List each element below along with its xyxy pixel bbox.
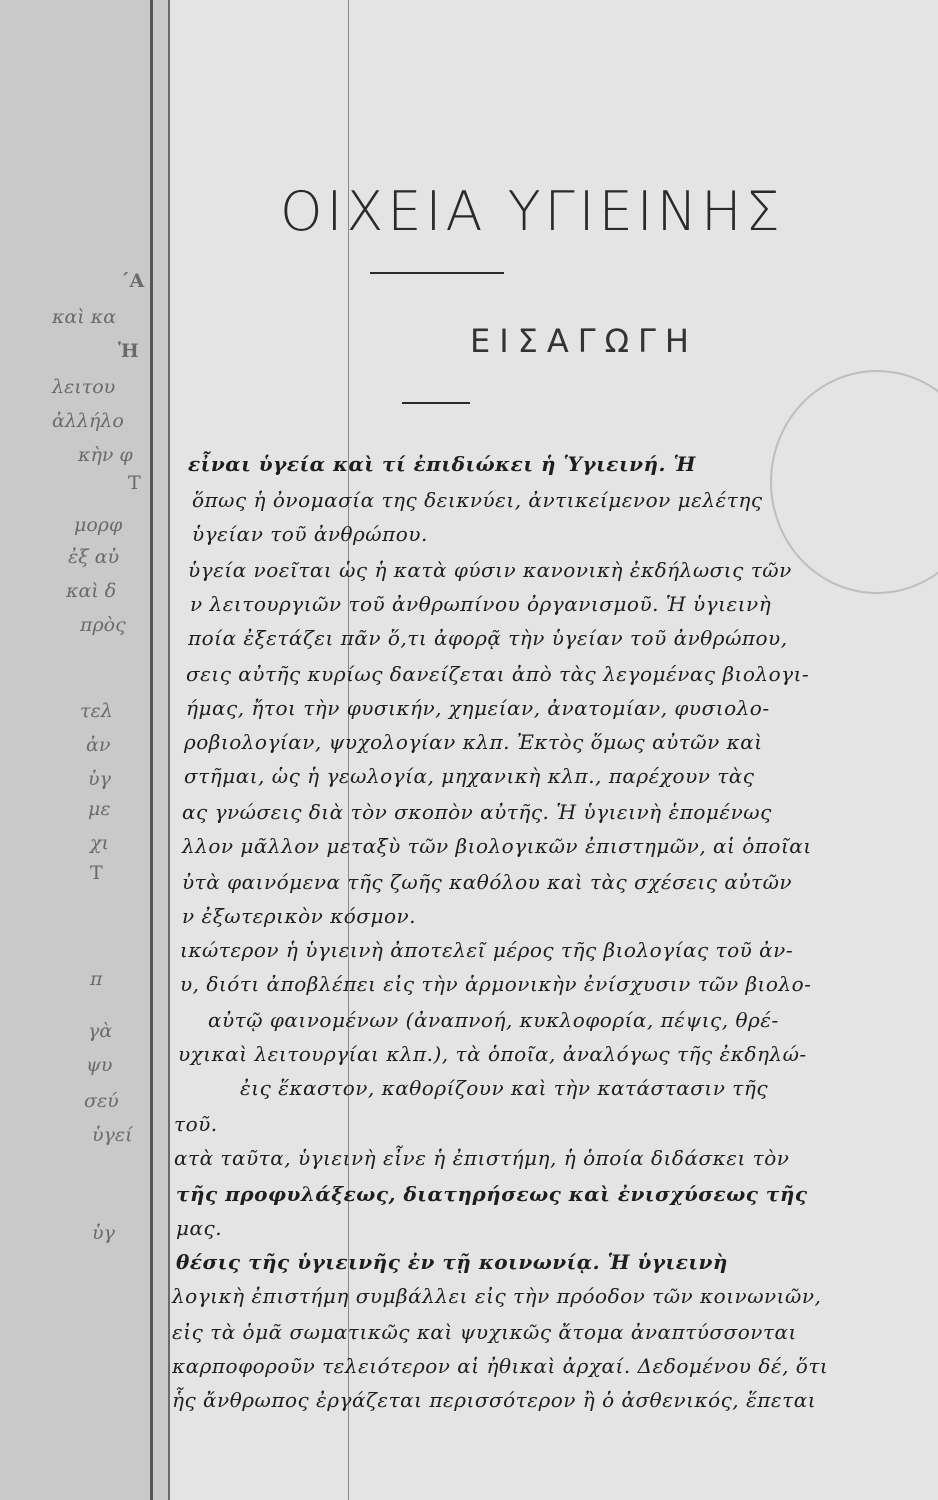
underlying-text: π: [90, 968, 103, 990]
underlying-text: σεύ: [84, 1090, 119, 1112]
text-line: εἰς τὰ ὁμᾶ σωματικῶς καὶ ψυχικῶς ἄτομα ἀναπτύσσονται: [172, 1320, 797, 1344]
text-line: εἶναι ὑγεία καὶ τί ἐπιδιώκει ἡ Ὑγιεινή. Ἡ: [188, 452, 696, 476]
text-line: λλον μᾶλλον μεταξὺ τῶν βιολογικῶν ἐπιστημῶν, αἱ ὁποῖαι: [182, 834, 812, 858]
underlying-text: Τ: [90, 862, 103, 884]
title-rule: [370, 272, 504, 274]
underlying-text: γὰ: [88, 1020, 113, 1042]
text-line: υχικαὶ λειτουργίαι κλπ.), τὰ ὁποῖα, ἀναλόγως τῆς ἐκδηλώ-: [178, 1042, 807, 1066]
underlying-text: ἐξ αὐ: [68, 546, 120, 568]
text-line: ποία ἐξετάζει πᾶν ὅ,τι ἀφορᾷ τὴν ὑγείαν τοῦ ἀνθρώπου,: [188, 626, 788, 650]
underlying-text: χι: [90, 832, 109, 854]
underlying-text: καὶ κα: [52, 306, 117, 328]
text-line: υ, διότι ἀποβλέπει εἰς τὴν ἁρμονικὴν ἐνίσχυσιν τῶν βιολο-: [180, 972, 812, 996]
section-title: ΕΙΣΑΓΩΓΗ: [470, 322, 698, 360]
underlying-text: με: [88, 798, 111, 820]
text-line: ν ἐξωτερικὸν κόσμον.: [182, 904, 417, 928]
underlying-text: ὑγ: [88, 768, 111, 790]
underlying-text: ψυ: [86, 1054, 113, 1076]
text-line: ἧς ἄνθρωπος ἐργάζεται περισσότερον ἢ ὁ ἀσθενικός, ἕπεται: [172, 1388, 817, 1412]
text-line: αὐτῷ φαινομένων (ἀναπνοή, κυκλοφορία, πέψις, θρέ-: [208, 1008, 779, 1032]
text-line: θέσις τῆς ὑγιεινῆς ἐν τῇ κοινωνίᾳ. Ἡ ὑγιεινὴ: [176, 1250, 728, 1274]
underlying-text: Ἡ: [118, 340, 139, 362]
text-line: ήμας, ἤτοι τὴν φυσικήν, χημείαν, ἀνατομίαν, φυσιολο-: [186, 696, 770, 720]
text-line: τῆς προφυλάξεως, διατηρήσεως καὶ ἐνισχύσεως τῆς: [176, 1182, 808, 1206]
underlying-text: κὴν φ: [78, 444, 133, 466]
page-fold: [150, 0, 153, 1500]
text-line: ατὰ ταῦτα, ὑγιεινὴ εἶνε ἡ ἐπιστήμη, ἡ ὁποία διδάσκει τὸν: [174, 1146, 790, 1170]
text-line: ἐις ἕκαστον, καθορίζουν καὶ τὴν κατάστασιν τῆς: [240, 1076, 769, 1100]
text-line: τοῦ.: [174, 1112, 218, 1136]
text-line: ὑγείαν τοῦ ἀνθρώπου.: [192, 522, 428, 546]
underlying-text: ἀλλήλο: [52, 410, 124, 432]
section-rule: [402, 402, 470, 404]
text-line: μας.: [176, 1216, 223, 1240]
underlying-text: λειτου: [52, 376, 116, 398]
text-line: λογικὴ ἐπιστήμη συμβάλλει εἰς τὴν πρόοδον τῶν κοινωνιῶν,: [172, 1284, 822, 1308]
text-line: ν λειτουργιῶν τοῦ ἀνθρωπίνου ὀργανισμοῦ. Ἡ ὑγιεινὴ: [190, 592, 772, 616]
underlying-page: [0, 0, 190, 1500]
main-sheet: [168, 0, 938, 1500]
library-stamp: [770, 370, 938, 594]
text-line: ὐτὰ φαινόμενα τῆς ζωῆς καθόλου καὶ τὰς σχέσεις αὐτῶν: [182, 870, 793, 894]
text-line: ας γνώσεις διὰ τὸν σκοπὸν αὐτῆς. Ἡ ὑγιεινὴ ἑπομένως: [182, 800, 772, 824]
underlying-text: μορφ: [74, 514, 123, 536]
underlying-text: τελ: [80, 700, 113, 722]
underlying-text: πρὸς: [80, 614, 126, 636]
text-line: ροβιολογίαν, ψυχολογίαν κλπ. Ἐκτὸς ὅμως αὐτῶν καὶ: [184, 730, 763, 754]
underlying-text: ὑγ: [92, 1222, 115, 1244]
underlying-text: Τ: [128, 472, 141, 494]
book-title: ΟΙΧΕΙΑ ΥΓΙΕΙΝΗΣ: [280, 180, 784, 243]
text-line: ὅπως ἡ ὀνομασία της δεικνύει, ἀντικείμενον μελέτης: [192, 488, 763, 512]
text-line: ὑγεία νοεῖται ὡς ἡ κατὰ φύσιν κανονικὴ ἐκδήλωσις τῶν: [188, 558, 792, 582]
underlying-text: ὑγεί: [92, 1124, 133, 1146]
text-line: στῆμαι, ὡς ἡ γεωλογία, μηχανικὴ κλπ., παρέχουν τὰς: [184, 764, 755, 788]
underlying-text: ΄Α: [120, 270, 145, 292]
text-line: σεις αὐτῆς κυρίως δανείζεται ἀπὸ τὰς λεγομένας βιολογι-: [186, 662, 810, 686]
underlying-text: καὶ δ: [66, 580, 117, 602]
text-line: καρποφοροῦν τελειότερον αἱ ἠθικαὶ ἀρχαί. Δεδομένου δέ, ὅτι: [172, 1354, 829, 1378]
underlying-text: ἀν: [86, 734, 111, 756]
text-line: ικώτερον ἡ ὑγιεινὴ ἀποτελεῖ μέρος τῆς βιολογίας τοῦ ἀν-: [180, 938, 794, 962]
